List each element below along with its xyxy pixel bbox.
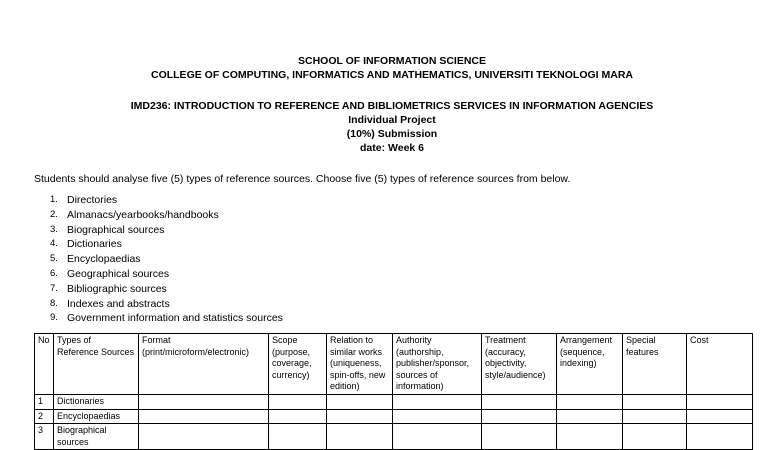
column-header-type: Types of Reference Sources bbox=[54, 334, 139, 395]
table-row bbox=[35, 409, 753, 424]
analysis-table bbox=[34, 333, 753, 450]
submission-date: date: Week 6 bbox=[360, 142, 424, 154]
institution-header bbox=[0, 54, 784, 82]
cell-empty bbox=[139, 424, 269, 450]
list-item: 5. Encyclopaedias bbox=[50, 253, 141, 266]
cell-type: Encyclopaedias bbox=[54, 409, 139, 424]
column-header-special-features: Special features bbox=[623, 334, 687, 395]
cell-empty bbox=[687, 409, 753, 424]
cell-empty bbox=[482, 424, 557, 450]
list-item: 6. Geographical sources bbox=[50, 267, 170, 280]
list-item: 4. Dictionaries bbox=[50, 238, 122, 251]
table-header-row bbox=[35, 334, 753, 395]
list-item: 9. Government information and statistics sources bbox=[50, 312, 283, 325]
cell-empty bbox=[623, 395, 687, 410]
cell-empty bbox=[482, 409, 557, 424]
cell-empty bbox=[327, 424, 393, 450]
cell-empty bbox=[269, 424, 327, 450]
cell-empty bbox=[557, 424, 623, 450]
cell-empty bbox=[393, 424, 482, 450]
column-header-relation: Relation to similar works (uniqueness, spin-offs, new edition) bbox=[327, 334, 393, 395]
column-header-no: No bbox=[35, 334, 54, 395]
cell-no: 3 bbox=[35, 424, 54, 450]
course-header bbox=[0, 99, 784, 155]
list-item: 7. Bibliographic sources bbox=[50, 282, 167, 295]
cell-empty bbox=[482, 395, 557, 410]
project-title: Individual Project bbox=[348, 114, 436, 126]
instructions-text: Students should analyse five (5) types of reference sources. Choose five (5) types of reference sources from below. bbox=[34, 173, 571, 185]
column-header-format: Format (print/microform/electronic) bbox=[139, 334, 269, 395]
cell-type: Dictionaries bbox=[54, 395, 139, 410]
column-header-treatment: Treatment (accuracy, objectivity, style/audience) bbox=[482, 334, 557, 395]
cell-empty bbox=[393, 409, 482, 424]
cell-empty bbox=[623, 409, 687, 424]
cell-empty bbox=[327, 409, 393, 424]
reference-sources-list bbox=[34, 193, 283, 326]
column-header-authority: Authority (authorship, publisher/sponsor, sources of information) bbox=[393, 334, 482, 395]
table-row bbox=[35, 395, 753, 410]
cell-no: 1 bbox=[35, 395, 54, 410]
cell-empty bbox=[393, 395, 482, 410]
cell-empty bbox=[687, 424, 753, 450]
course-title: IMD236: INTRODUCTION TO REFERENCE AND BIBLIOMETRICS SERVICES IN INFORMATION AGENCIES bbox=[130, 100, 654, 112]
list-item: 3. Biographical sources bbox=[50, 223, 165, 236]
list-item: 2. Almanacs/yearbooks/handbooks bbox=[50, 208, 219, 221]
cell-empty bbox=[139, 395, 269, 410]
list-item: 8. Indexes and abstracts bbox=[50, 297, 170, 310]
college-name: COLLEGE OF COMPUTING, INFORMATICS AND MATHEMATICS, UNIVERSITI TEKNOLOGI MARA bbox=[150, 69, 633, 81]
list-item: 1. Directories bbox=[50, 194, 118, 206]
cell-empty bbox=[139, 409, 269, 424]
cell-no: 2 bbox=[35, 409, 54, 424]
cell-empty bbox=[327, 395, 393, 410]
cell-type: Biographical sources bbox=[54, 424, 139, 450]
column-header-cost: Cost bbox=[687, 334, 753, 395]
submission-weight: (10%) Submission bbox=[346, 128, 438, 140]
school-name: SCHOOL OF INFORMATION SCIENCE bbox=[297, 55, 487, 67]
table-row bbox=[35, 424, 753, 450]
cell-empty bbox=[557, 409, 623, 424]
cell-empty bbox=[269, 409, 327, 424]
cell-empty bbox=[557, 395, 623, 410]
column-header-scope: Scope (purpose, coverage, currency) bbox=[269, 334, 327, 395]
cell-empty bbox=[623, 424, 687, 450]
column-header-arrangement: Arrangement (sequence, indexing) bbox=[557, 334, 623, 395]
cell-empty bbox=[269, 395, 327, 410]
cell-empty bbox=[687, 395, 753, 410]
